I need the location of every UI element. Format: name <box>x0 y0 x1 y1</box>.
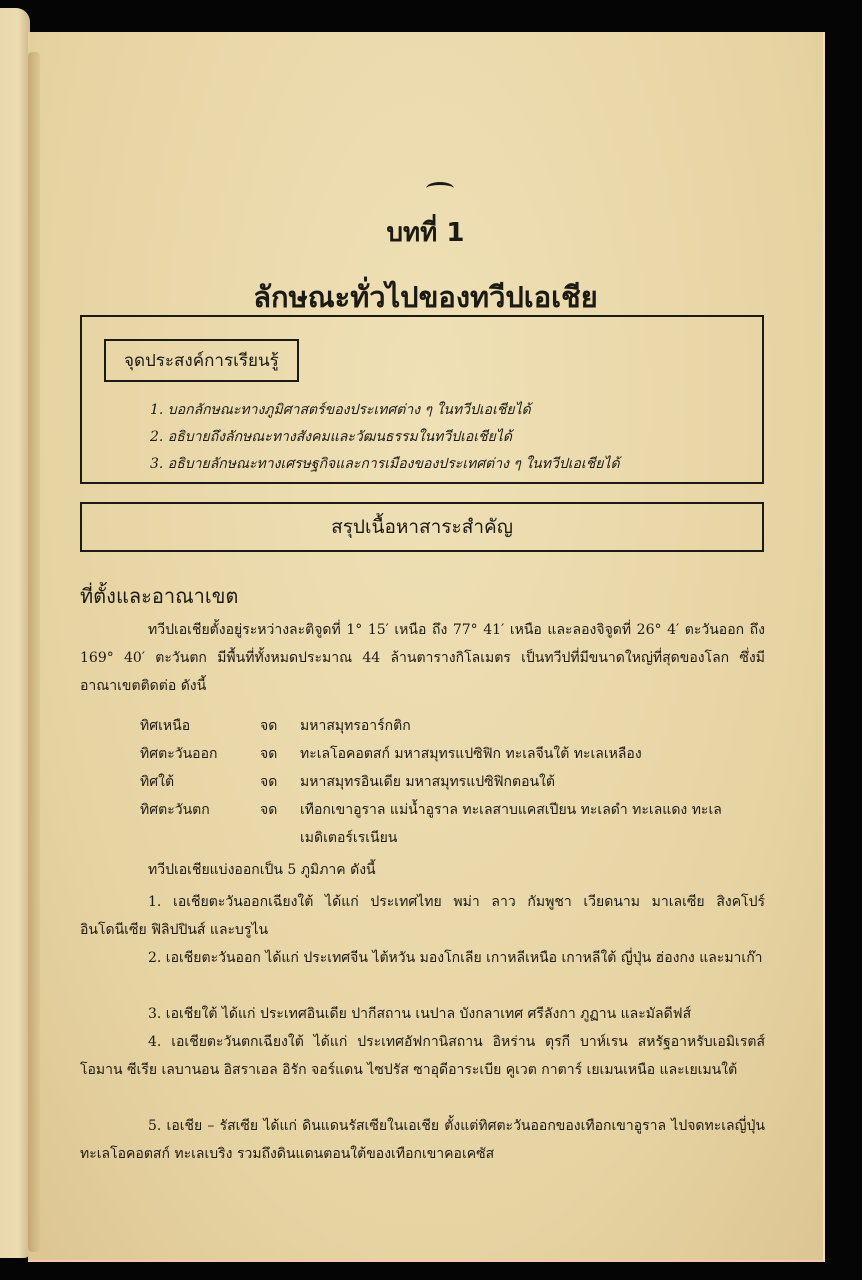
chapter-label: บทที่ 1 <box>386 218 465 248</box>
chapter-mark <box>426 182 454 195</box>
book-page <box>28 32 825 1262</box>
border-row <box>140 712 770 740</box>
objective-item: 1. บอกลักษณะทางภูมิศาสตร์ของประเทศต่าง ๆ ในทวีปเอเชียได้ <box>150 402 531 418</box>
region-item: 5. เอเชีย – รัสเซีย ได้แก่ ดินแดนรัสเซียในเอเชีย ตั้งแต่ทิศตะวันออกของเทือกเขาอูราล ไปจดทะเลญี่ปุ่น ทะเลโอคอตสก์ ทะเลเบริง รวมถึงดินแดนตอนใต้ของเทือกเขาคอเคซัส <box>80 1118 765 1162</box>
border-row <box>140 796 770 852</box>
border-joiner: จด <box>260 802 278 818</box>
objectives-box <box>80 315 764 484</box>
border-value: มหาสมุทรอินเดีย มหาสมุทรแปซิฟิกตอนใต้ <box>300 774 555 790</box>
border-joiner: จด <box>260 718 278 734</box>
region-item: 2. เอเชียตะวันออก ได้แก่ ประเทศจีน ไต้หวัน มองโกเลีย เกาหลีเหนือ เกาหลีใต้ ญี่ปุ่น ฮ่องกง และมาเก๊า <box>148 950 763 966</box>
borders-table <box>140 712 770 852</box>
border-joiner: จด <box>260 774 278 790</box>
chapter-title: ลักษณะทั่วไปของทวีปเอเชีย <box>253 280 598 314</box>
border-direction: ทิศใต้ <box>140 774 175 790</box>
border-direction: ทิศตะวันตก <box>140 802 210 818</box>
summary-heading: สรุปเนื้อหาสาระสำคัญ <box>80 502 764 552</box>
objectives-heading: จุดประสงค์การเรียนรู้ <box>104 339 299 382</box>
border-joiner: จด <box>260 746 278 762</box>
objective-item: 2. อธิบายถึงลักษณะทางสังคมและวัฒนธรรมในทวีปเอเชียได้ <box>150 429 512 445</box>
border-value: เทือกเขาอูราล แม่น้ำอูราล ทะเลสาบแคสเปียน ทะเลดำ ทะเลแดง ทะเลเมดิเตอร์เรเนียน <box>300 802 722 846</box>
border-direction: ทิศเหนือ <box>140 718 191 734</box>
region-item: 3. เอเชียใต้ ได้แก่ ประเทศอินเดีย ปากีสถาน เนปาล บังกลาเทศ ศรีลังกา ภูฏาน และมัลดีฟส์ <box>148 1006 692 1022</box>
objectives-list <box>150 397 620 478</box>
section-heading: ที่ตั้งและอาณาเขต <box>80 584 239 608</box>
border-value: มหาสมุทรอาร์กติก <box>300 718 411 734</box>
region-item: 4. เอเชียตะวันตกเฉียงใต้ ได้แก่ ประเทศอัฟกานิสถาน อิหร่าน ตุรกี บาห์เรน สหรัฐอาหรับเอมิเรตส์ โอมาน ซีเรีย เลบานอน อิสราเอล อิรัก จอร์แดน ไซปรัส ซาอุดีอาระเบีย คูเวต กาตาร์ เยเมนเหนือ และเยเมนใต้ <box>80 1034 765 1078</box>
region-item: 1. เอเชียตะวันออกเฉียงใต้ ได้แก่ ประเทศไทย พม่า ลาว กัมพูชา เวียดนาม มาเลเซีย สิงคโปร์ อินโดนีเซีย ฟิลิปปินส์ และบรูไน <box>80 894 765 938</box>
border-row <box>140 740 770 768</box>
left-page-edge <box>0 8 30 1258</box>
border-value: ทะเลโอคอตสก์ มหาสมุทรแปซิฟิก ทะเลจีนใต้ ทะเลเหลือง <box>300 746 642 762</box>
intro-paragraph: ทวีปเอเชียตั้งอยู่ระหว่างละติจูดที่ 1° 15′ เหนือ ถึง 77° 41′ เหนือ และลองจิจูดที่ 26° 4′ ตะวันออก ถึง 169° 40′ ตะวันตก มีพื้นที่ทั้งหมดประมาณ 44 ล้านตารางกิโลเมตร เป็นทวีปที่มีขนาดใหญ่ที่สุดของโลก ซึ่งมีอาณาเขตติดต่อ ดังนี้ <box>80 622 765 694</box>
border-direction: ทิศตะวันออก <box>140 746 218 762</box>
regions-intro: ทวีปเอเชียแบ่งออกเป็น 5 ภูมิภาค ดังนี้ <box>148 862 376 878</box>
objective-item: 3. อธิบายลักษณะทางเศรษฐกิจและการเมืองของประเทศต่าง ๆ ในทวีปเอเชียได้ <box>150 456 620 472</box>
border-row <box>140 768 770 796</box>
